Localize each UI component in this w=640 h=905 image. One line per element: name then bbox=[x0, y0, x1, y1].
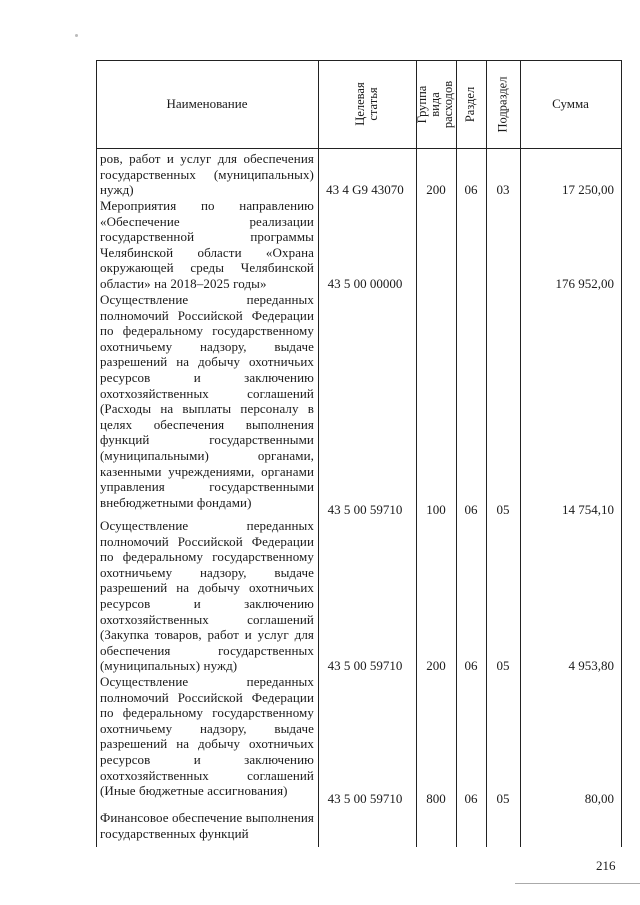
row-name: ров, работ и услуг для обеспечения государственных (муниципальных) нужд) bbox=[100, 151, 314, 198]
header-target-label: Целевая статья bbox=[353, 82, 380, 126]
row-name: Осуществление переданных полномочий Российской Федерации по федеральному государственному охотничьему надзору, выдаче разрешений на добычу охотничьих ресурсов и заключению охотхозяйственных соглашений (Закупка товаров, работ и услуг для обеспечения государственных (муниципальных) нужд) bbox=[100, 518, 314, 674]
header-bottom-border bbox=[96, 148, 622, 149]
row-subsection: 05 bbox=[496, 791, 510, 806]
header-target bbox=[318, 60, 416, 148]
col-border bbox=[621, 60, 622, 847]
header-sum: Сумма bbox=[552, 96, 589, 111]
row-code: 43 4 G9 43070 bbox=[326, 182, 404, 197]
row-sum: 14 754,10 bbox=[562, 502, 614, 517]
row-name: Осуществление переданных полномочий Российской Федерации по федеральному государственному охотничьему надзору, выдаче разрешений на добычу охотничьих ресурсов и заключению охотхозяйственных соглашений (Расходы на выплаты персоналу в целях обеспечения выполнения функций государственными (муниципальными) органами, казенными учреждениями, органами управления государственными внебюджетными фондами) bbox=[100, 292, 314, 510]
header-subsection-label: Подраздел bbox=[495, 76, 510, 132]
header-section-label: Раздел bbox=[463, 86, 478, 122]
row-group: 200 bbox=[426, 658, 446, 673]
row-code: 43 5 00 00000 bbox=[327, 276, 403, 291]
row-subsection: 05 bbox=[496, 502, 510, 517]
header-group-label: Группа вида расходов bbox=[415, 80, 456, 128]
row-sum: 80,00 bbox=[584, 791, 614, 806]
header-group bbox=[416, 60, 456, 148]
row-section: 06 bbox=[464, 658, 478, 673]
row-subsection: 05 bbox=[496, 658, 510, 673]
footer-rule bbox=[515, 883, 640, 884]
row-group: 100 bbox=[426, 502, 446, 517]
row-code: 43 5 00 59710 bbox=[327, 502, 403, 517]
row-sum: 17 250,00 bbox=[562, 182, 614, 197]
col-border bbox=[416, 60, 417, 847]
row-section: 06 bbox=[464, 791, 478, 806]
col-border bbox=[456, 60, 457, 847]
row-name: Мероприятия по направлению «Обеспечение реализации государственной программы Челябинской области «Охрана окружающей среды Челябинской области» на 2018–2025 годы» bbox=[100, 198, 314, 291]
budget-table bbox=[96, 60, 622, 847]
col-border bbox=[96, 60, 97, 847]
row-code: 43 5 00 59710 bbox=[327, 791, 403, 806]
header-section bbox=[456, 60, 486, 148]
row-group: 200 bbox=[426, 182, 446, 197]
row-section: 06 bbox=[464, 502, 478, 517]
row-subsection: 03 bbox=[496, 182, 510, 197]
row-sum: 176 952,00 bbox=[555, 276, 614, 291]
scan-speck bbox=[75, 34, 78, 37]
col-border bbox=[486, 60, 487, 847]
row-name: Осуществление переданных полномочий Российской Федерации по федеральному государственному охотничьему надзору, выдаче разрешений на добычу охотничьих ресурсов и заключению охотхозяйственных соглашений (Иные бюджетные ассигнования) bbox=[100, 674, 314, 799]
page-number: 216 bbox=[596, 858, 616, 873]
header-name: Наименование bbox=[166, 96, 248, 111]
row-name: Финансовое обеспечение выполнения государственных функций bbox=[100, 810, 314, 841]
row-sum: 4 953,80 bbox=[568, 658, 614, 673]
row-code: 43 5 00 59710 bbox=[327, 658, 403, 673]
col-border bbox=[318, 60, 319, 847]
col-border bbox=[520, 60, 521, 847]
row-group: 800 bbox=[426, 791, 446, 806]
row-section: 06 bbox=[464, 182, 478, 197]
header-subsection bbox=[486, 60, 520, 148]
